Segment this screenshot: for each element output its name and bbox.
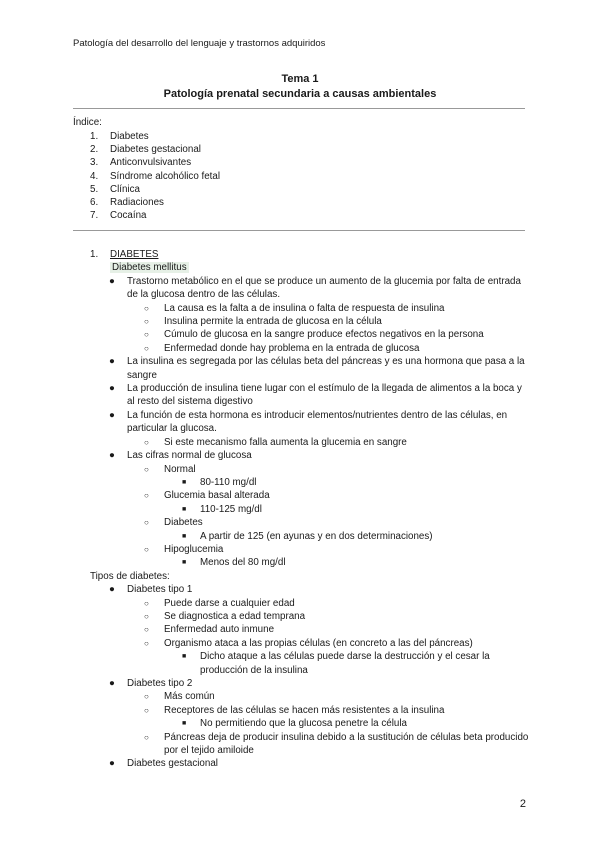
bullet-marker-icon: ●: [109, 678, 115, 689]
bullet-item-level-2: [72, 543, 530, 556]
bullet-item-level-1: [72, 449, 530, 462]
bullet-marker-icon: ■: [182, 478, 187, 486]
bullet-text: Diabetes: [164, 517, 203, 529]
bullet-marker-icon: ○: [144, 598, 149, 608]
content-body: [90, 248, 530, 771]
bullet-marker-icon: ○: [144, 705, 149, 715]
bullet-item-level-2: [72, 637, 530, 650]
bullet-text: Trastorno metabólico en el que se produce un aumento de la glucemia por falta de entrada de la glucosa dentro de las células.: [127, 275, 521, 301]
bullet-marker-icon: ●: [109, 383, 115, 395]
bullet-item-level-2: [72, 704, 530, 717]
bullet-text: Puede darse a cualquier edad: [164, 597, 295, 609]
indice-label: Índice:: [73, 117, 102, 128]
bullet-item-level-2: [72, 328, 530, 341]
indice-item-label: Anticonvulsivantes: [110, 157, 192, 169]
indice-list: [90, 130, 220, 222]
bullet-text: Normal: [164, 463, 196, 475]
bullet-item-level-2: [72, 610, 530, 623]
bullet-item-level-1: [72, 355, 530, 382]
bullet-text: Cúmulo de glucosa en la sangre produce efectos negativos en la persona: [164, 329, 484, 341]
indice-item-number: 3.: [90, 157, 99, 169]
bullet-marker-icon: ●: [109, 584, 115, 596]
bullet-item-level-1: [72, 757, 530, 770]
bullet-marker-icon: ○: [144, 732, 149, 742]
bullet-text: Insulina permite la entrada de glucosa en la célula: [164, 316, 382, 328]
bullet-item-level-2: [72, 315, 530, 328]
section-heading: [90, 248, 530, 261]
bullet-item-level-2: [72, 731, 530, 758]
indice-item-number: 7.: [90, 210, 99, 222]
bullet-item-level-2: [72, 436, 530, 449]
bullet-text: Receptores de las células se hacen más resistentes a la insulina: [164, 704, 445, 716]
indice-item: [90, 143, 220, 156]
bullet-text: Páncreas deja de producir insulina debido a la sustitución de células beta producido por el tejido amiloide: [164, 731, 529, 757]
bullet-item-level-2: [72, 302, 530, 315]
indice-item: [90, 170, 220, 183]
bullet-text: Diabetes tipo 1: [127, 584, 193, 596]
bullet-item-level-3: [72, 556, 530, 569]
indice-item-label: Radiaciones: [110, 196, 164, 208]
bullet-item-level-1: [72, 583, 530, 596]
bullet-marker-icon: ○: [144, 518, 149, 528]
running-header: Patología del desarrollo del lenguaje y trastornos adquiridos: [73, 38, 326, 49]
bullet-text: Si este mecanismo falla aumenta la glucemia en sangre: [164, 436, 407, 448]
bullet-item-level-1: [72, 382, 530, 409]
indice-item-number: 5.: [90, 183, 99, 195]
bullet-marker-icon: ■: [182, 532, 187, 540]
bullet-item-level-2: [72, 690, 530, 703]
bullet-item-level-3: [72, 530, 530, 543]
bullet-item-level-3: [72, 650, 530, 677]
bullet-item-level-3: [72, 503, 530, 516]
bullet-text: Menos del 80 mg/dl: [200, 557, 286, 569]
bullet-marker-icon: ■: [182, 505, 187, 513]
bullet-marker-icon: ○: [144, 611, 149, 621]
bullet-marker-icon: ○: [144, 437, 149, 447]
indice-item-label: Diabetes: [110, 131, 149, 142]
bullet-list: [72, 275, 530, 771]
bullet-marker-icon: ○: [144, 343, 149, 353]
bullet-marker-icon: ○: [144, 544, 149, 554]
indice-item: [90, 156, 220, 169]
bullet-item-level-1: [72, 275, 530, 302]
bullet-item-level-2: [72, 516, 530, 529]
bullet-marker-icon: ●: [109, 758, 115, 770]
section-number: 1.: [90, 249, 99, 260]
bullet-text: A partir de 125 (en ayunas y en dos determinaciones): [200, 530, 433, 542]
indice-item-number: 4.: [90, 170, 99, 182]
bullet-marker-icon: ○: [144, 464, 149, 474]
subsection-heading: [110, 261, 530, 274]
bullet-marker-icon: ○: [144, 303, 149, 313]
bullet-marker-icon: ■: [182, 559, 187, 567]
bullet-item-level-2: [72, 623, 530, 636]
bullet-item-level-2: [72, 342, 530, 355]
bullet-marker-icon: ○: [144, 638, 149, 648]
bullet-text: Las cifras normal de glucosa: [127, 450, 252, 462]
bullet-text: La causa es la falta a de insulina o falta de respuesta de insulina: [164, 302, 445, 314]
bullet-marker-icon: ●: [109, 450, 115, 462]
indice-item-number: 2.: [90, 144, 99, 156]
indice-item: [90, 209, 220, 222]
title-block: [0, 72, 600, 102]
bullet-item-level-1: [72, 677, 530, 690]
bullet-marker-icon: ●: [109, 356, 115, 368]
bullet-text: Se diagnostica a edad temprana: [164, 610, 306, 622]
indice-item-number: 6.: [90, 196, 99, 208]
bullet-marker-icon: ○: [144, 692, 149, 702]
bullet-item-level-2: [72, 463, 530, 476]
bullet-marker-icon: ○: [144, 330, 149, 340]
bullet-marker-icon: ■: [182, 653, 187, 661]
bullet-marker-icon: ●: [109, 409, 115, 421]
bullet-text: La producción de insulina tiene lugar con el estímulo de la llegada de alimentos a la boca y al resto del sistema digestivo: [127, 383, 522, 408]
page-number: 2: [519, 798, 526, 810]
bullet-text: La función de esta hormona es introducir elementos/nutrientes dentro de las células, en particular la glucosa.: [127, 409, 508, 435]
bullet-item-level-2: [72, 597, 530, 610]
indice-item-label: Clínica: [110, 183, 140, 195]
bullet-text: Enfermedad donde hay problema en la entrada de glucosa: [164, 342, 420, 354]
page-title: Patología prenatal secundaria a causas ambientales: [163, 88, 437, 100]
bullet-marker-icon: ○: [144, 317, 149, 327]
bullet-text: Dicho ataque a las células puede darse la destrucción y el cesar la producción de la insulina: [200, 651, 490, 676]
bullet-marker-icon: ●: [109, 275, 115, 287]
bullet-item-level-3: [72, 717, 530, 730]
bullet-item-level-2: [72, 489, 530, 502]
bullet-marker-icon: ○: [144, 625, 149, 635]
bullet-marker-icon: ■: [182, 720, 187, 728]
bullet-text: Glucemia basal alterada: [164, 490, 270, 502]
bullet-text: 80-110 mg/dl: [200, 476, 257, 488]
bullet-item-level-0: [72, 570, 530, 583]
bullet-text: Organismo ataca a las propias células (en concreto a las del páncreas): [164, 637, 473, 649]
bullet-text: Más común: [164, 691, 215, 703]
bullet-text: Hipoglucemia: [164, 543, 224, 555]
bullet-text: Enfermedad auto inmune: [164, 624, 275, 636]
bullet-marker-icon: ○: [144, 491, 149, 501]
section-title: DIABETES: [110, 249, 159, 260]
divider-top: [73, 108, 525, 109]
bullet-text: Diabetes tipo 2: [127, 678, 193, 689]
bullet-text: No permitiendo que la glucosa penetre la célula: [200, 718, 407, 730]
bullet-text: Diabetes gestacional: [127, 758, 218, 770]
divider-bottom: [73, 230, 525, 231]
bullet-text: 110-125 mg/dl: [200, 503, 262, 515]
indice-item-label: Síndrome alcohólico fetal: [110, 170, 221, 182]
indice-item: [90, 130, 220, 143]
indice-item-number: 1.: [90, 131, 99, 142]
indice-item-label: Cocaína: [110, 210, 147, 222]
indice-item: [90, 183, 220, 196]
indice-item: [90, 196, 220, 209]
bullet-item-level-3: [72, 476, 530, 489]
bullet-text: La insulina es segregada por las células beta del páncreas y es una hormona que pasa a la sangre: [127, 356, 525, 381]
subsection-title: Diabetes mellitus: [112, 262, 187, 274]
bullet-item-level-1: [72, 409, 530, 436]
bullet-text: Tipos de diabetes:: [90, 570, 170, 582]
indice-item-label: Diabetes gestacional: [110, 144, 201, 156]
tema-label: Tema 1: [281, 73, 319, 85]
